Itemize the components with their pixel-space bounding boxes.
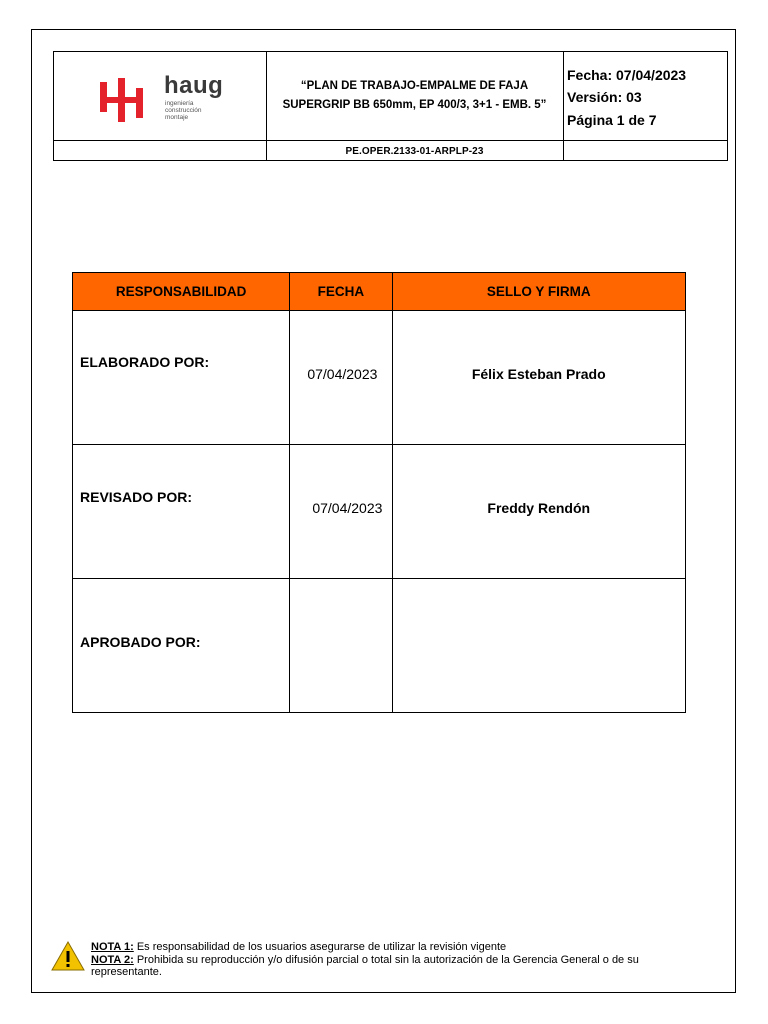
header-sello-firma: SELLO Y FIRMA [392,273,686,311]
notes-section [91,941,711,979]
note-1-label: NOTA 1: [91,941,134,953]
page-field: Página 1 de 7 [567,112,657,128]
signer-name: Félix Esteban Prado [471,366,606,382]
logo-subtitle: ingeniería construcción montaje [165,100,202,121]
note-2 [91,954,711,979]
role-label: ELABORADO POR: [80,354,210,370]
role-label: REVISADO POR: [80,489,193,505]
note-2-text: Prohibida su reproducción y/o difusión parcial o total sin la autorización de la Gerencia General o de su representante. [91,953,639,978]
row-date: 07/04/2023 [307,366,378,382]
table-row [73,445,686,579]
document-title: “PLAN DE TRABAJO-EMPALME DE FAJA SUPERGRIP BB 650mm, EP 400/3, 3+1 - EMB. 5” [282,80,547,111]
row-date: 07/04/2023 [312,500,383,516]
table-row [73,579,686,713]
meta-cell [563,52,727,140]
header-responsabilidad: RESPONSABILIDAD [73,273,290,311]
approval-table [72,272,686,713]
table-header-row [73,273,686,311]
role-label: APROBADO POR: [80,634,201,650]
company-logo [98,72,248,128]
signer-name: Freddy Rendón [487,500,591,516]
header-code-row [54,140,727,161]
logo-wordmark: haug [164,72,224,99]
document-header [53,51,728,161]
document-code: PE.OPER.2133-01-ARPLP-23 [266,141,564,161]
version-field: Versión: 03 [567,89,642,105]
warning-icon [51,941,85,971]
title-cell [266,52,564,140]
table-row [73,311,686,445]
note-1 [91,941,711,954]
note-1-text: Es responsabilidad de los usuarios asegurarse de utilizar la revisión vigente [133,941,507,953]
note-2-label: NOTA 2: [91,953,134,966]
logo-cell [54,52,267,140]
date-field: Fecha: 07/04/2023 [567,67,687,83]
haug-logo-icon [98,78,156,122]
header-fecha: FECHA [290,273,392,311]
